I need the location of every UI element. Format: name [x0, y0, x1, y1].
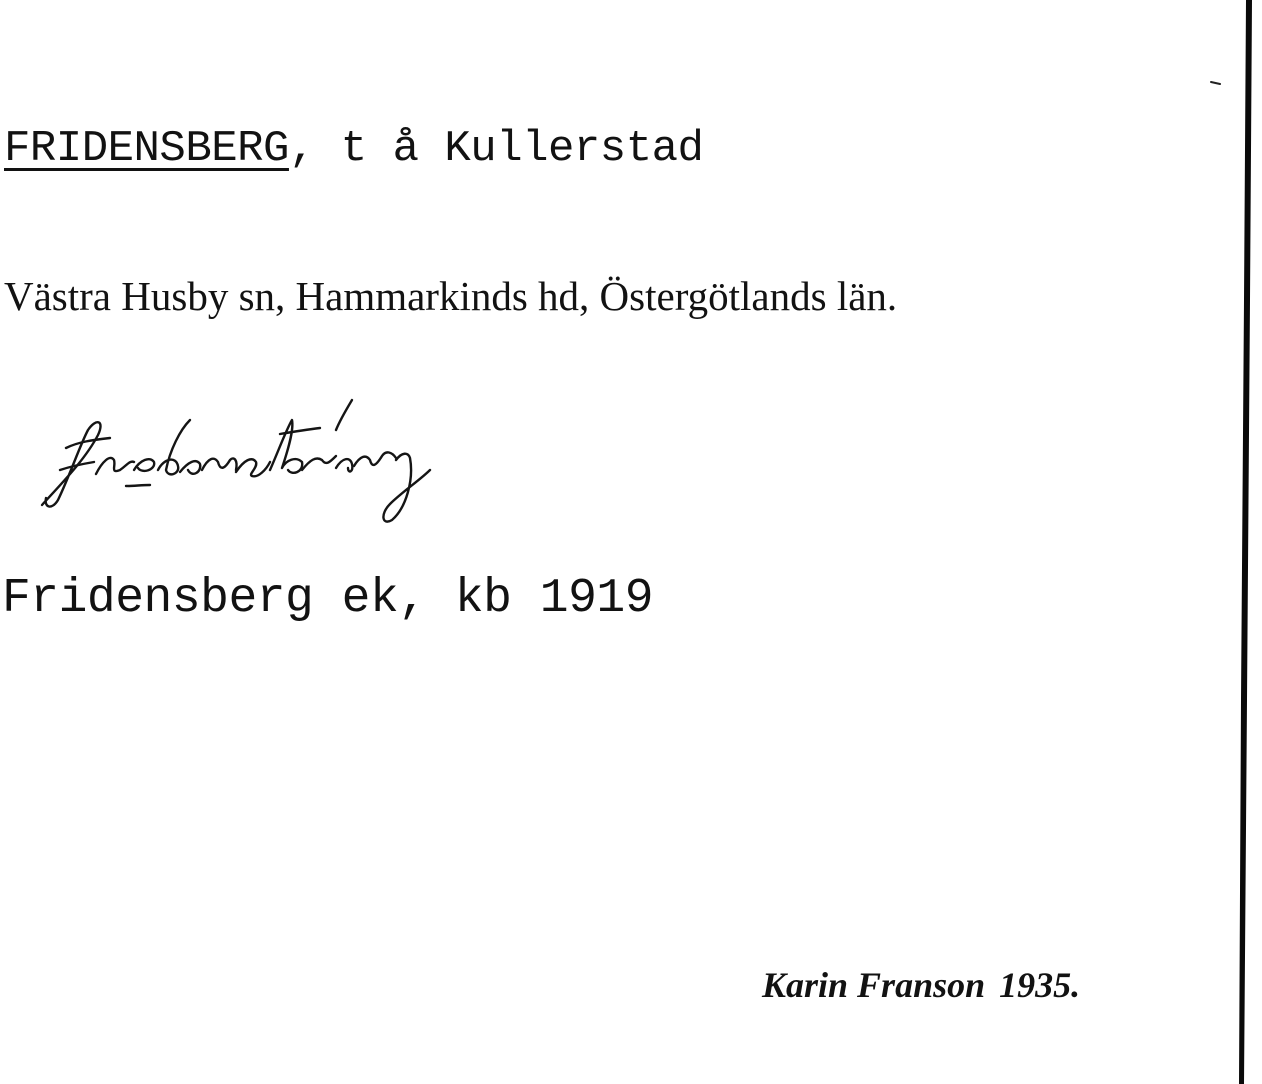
credit-line — [762, 964, 1080, 1006]
handwritten-signature — [30, 390, 480, 530]
place-headline-rest: , t å Kullerstad — [288, 124, 704, 174]
place-headline — [4, 124, 703, 174]
card-edge-line — [1236, 0, 1260, 1084]
paper-speck — [1210, 80, 1222, 86]
entry-line: Fridensberg ek, kb 1919 — [2, 572, 654, 626]
credit-author: Karin Franson — [762, 965, 986, 1005]
location-line: Västra Husby sn, Hammarkinds hd, Östergötlands län. — [4, 273, 898, 319]
place-name: FRIDENSBERG — [4, 124, 289, 174]
credit-year: 1935. — [999, 965, 1081, 1005]
